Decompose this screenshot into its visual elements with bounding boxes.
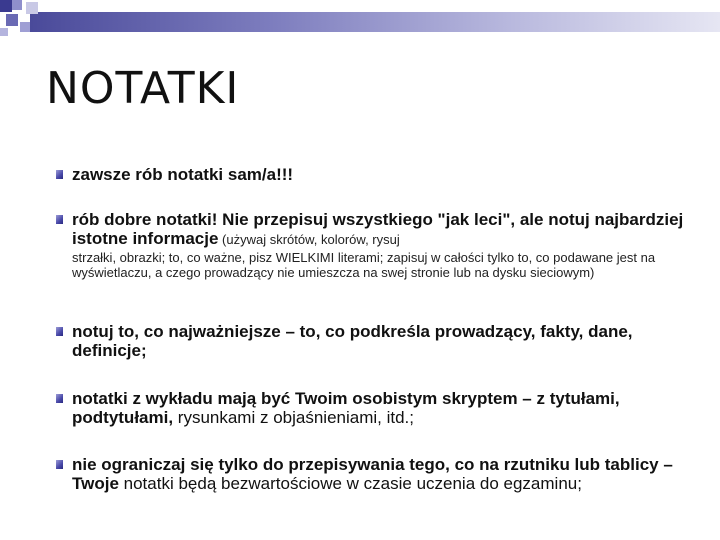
- bullet-text: zawsze rób notatki sam/a!!!: [72, 165, 294, 184]
- slide-title: NOTATKI: [46, 63, 240, 114]
- bullet-text: rób dobre notatki! Nie przepisuj wszystkiego "jak leci", ale notuj najbardziej istotne informacje: [72, 210, 684, 248]
- list-item: [72, 165, 692, 184]
- decor-square: [6, 14, 18, 26]
- list-item: [72, 322, 692, 360]
- bullet-icon: [56, 170, 63, 179]
- header-decoration: [0, 0, 720, 40]
- decor-square: [20, 22, 30, 32]
- list-item: [72, 210, 692, 280]
- decor-square: [26, 2, 38, 14]
- bullet-text: nie ograniczaj się tylko do przepisywania tego, co na rzutniku lub tablicy – Twoje: [72, 455, 673, 493]
- decor-square: [12, 0, 22, 10]
- decor-square: [0, 0, 12, 12]
- bullet-icon: [56, 327, 63, 336]
- header-gradient-band: [30, 12, 720, 32]
- list-item: [72, 455, 692, 493]
- bullet-icon: [56, 215, 63, 224]
- list-item: [72, 389, 692, 427]
- decor-square: [0, 28, 8, 36]
- bullet-text-normal: rysunkami z objaśnieniami, itd.;: [173, 408, 414, 427]
- bullet-note-continued: strzałki, obrazki; to, co ważne, pisz WIELKIMI literami; zapisuj w całości tylko to, co podawane jest na wyświetlaczu, a czego prowadzący nie umieszcza na swej stronie lub na dysku sieciowym): [72, 250, 656, 280]
- bullet-text: notatki z wykładu mają być Twoim osobistym skryptem – z tytułami, podtytułami,: [72, 389, 620, 427]
- bullet-note: (używaj skrótów, kolorów, rysuj: [218, 232, 400, 247]
- bullet-icon: [56, 460, 63, 469]
- bullet-text: notuj to, co najważniejsze – to, co podkreśla prowadzący, fakty, dane, definicje;: [72, 322, 633, 360]
- bullet-icon: [56, 394, 63, 403]
- bullet-text-normal: notatki będą bezwartościowe w czasie uczenia do egzaminu;: [118, 474, 582, 493]
